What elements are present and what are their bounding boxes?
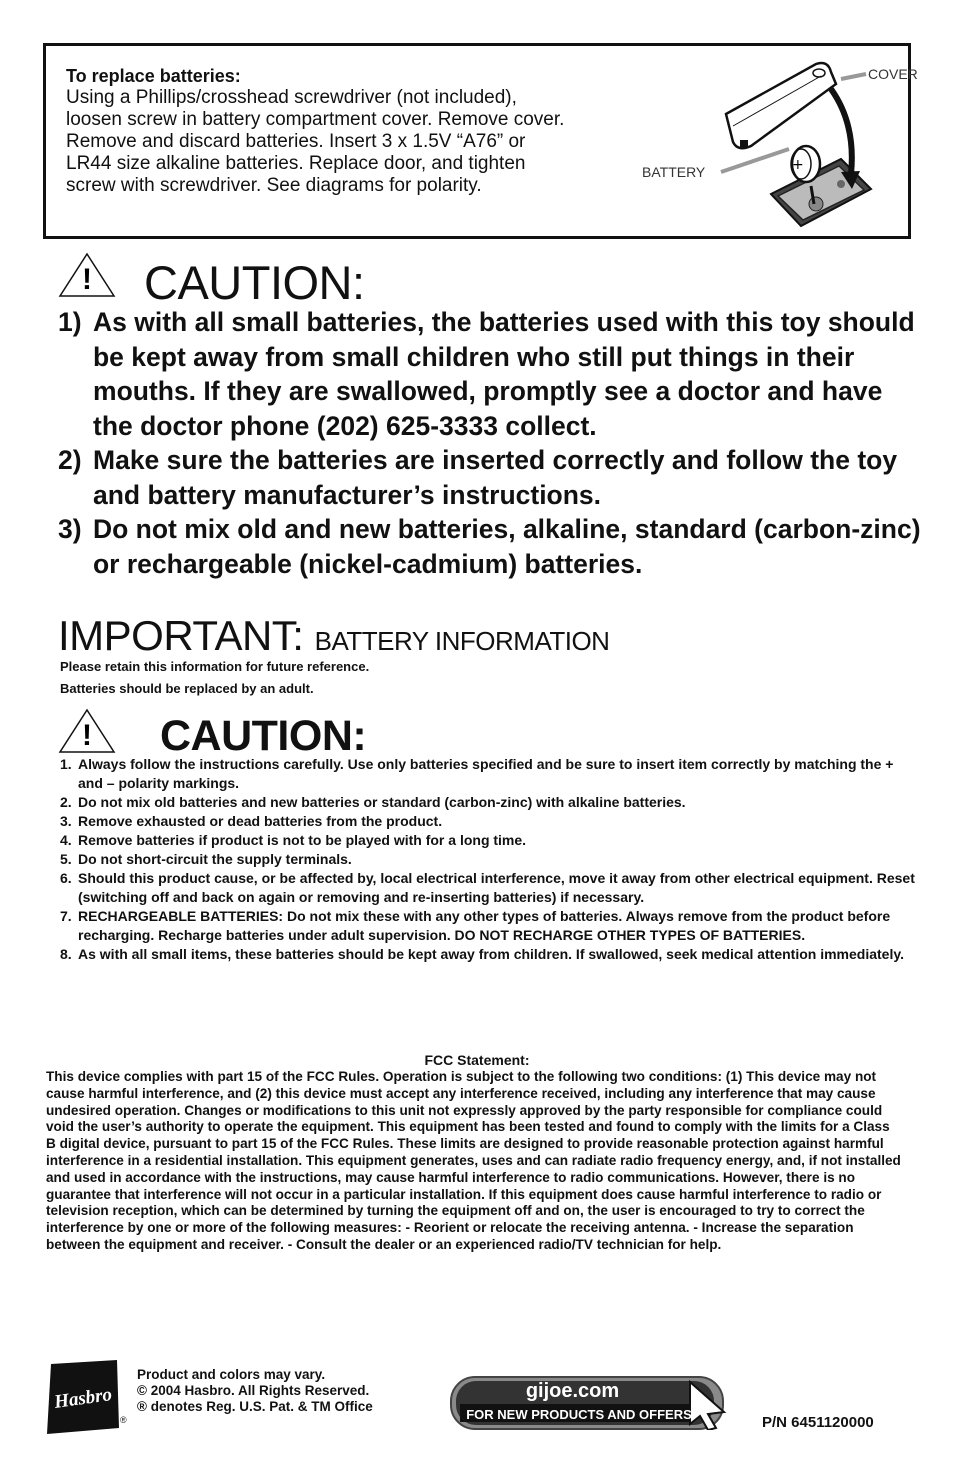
gijoe-offers-text: FOR NEW PRODUCTS AND OFFERS xyxy=(466,1407,692,1422)
list-item xyxy=(58,305,928,443)
gijoe-website-button[interactable] xyxy=(450,1376,728,1430)
important-heading xyxy=(58,612,609,665)
adult-note: Batteries should be replaced by an adult. xyxy=(60,681,314,696)
battery-box-title: To replace batteries: xyxy=(66,66,241,86)
caution-info-heading: CAUTION: xyxy=(160,712,367,760)
important-subheading: BATTERY INFORMATION xyxy=(314,626,610,656)
caution-heading: CAUTION: xyxy=(144,256,365,309)
battery-compartment-illustration xyxy=(596,54,896,239)
fcc-title: FCC Statement: xyxy=(424,1052,530,1068)
caution-info-list xyxy=(60,755,920,964)
diagram-label-battery: BATTERY xyxy=(642,164,706,180)
warning-triangle-icon xyxy=(58,708,116,754)
caution-main-list xyxy=(58,305,928,581)
list-item: 6. Should this product cause, or be affected by, local electrical interference, move it away from other electrical equipment. Reset (switching off and back on again or removing and re-inserting batteries) if necessary. xyxy=(60,870,915,905)
battery-diagram xyxy=(596,54,918,239)
list-item: 8. As with all small items, these batteries should be kept away from children. If swallowed, seek medical attention immediately. xyxy=(60,946,904,962)
list-item-number: 2) xyxy=(58,445,82,475)
hasbro-logo-text: Hasbro xyxy=(52,1384,114,1413)
list-item: 2. Do not mix old batteries and new batteries or standard (carbon-zinc) with alkaline batteries. xyxy=(60,794,686,810)
retain-note: Please retain this information for future reference. xyxy=(60,659,370,674)
diagram-label-cover: COVER xyxy=(868,66,918,82)
list-item-text: As with all small batteries, the batteries used with this toy should be kept away from small children who still put things in their mouths. If they are swallowed, promptly see a doctor and have the doctor phone (202) 625-3333 collect. xyxy=(93,307,915,441)
list-item: 3. Remove exhausted or dead batteries from the product. xyxy=(60,813,443,829)
important-label: IMPORTANT: xyxy=(58,612,304,659)
list-item-text: Do not mix old and new batteries, alkaline, standard (carbon-zinc) or rechargeable (nickel-cadmium) batteries. xyxy=(93,514,921,579)
list-item: 7. RECHARGEABLE BATTERIES: Do not mix these with any other types of batteries. Always remove from the product before recharging. Recharge batteries under adult supervision. DO NOT RECHARGE OTHER TYPES OF BATTERIES. xyxy=(60,908,891,943)
list-item-text: Make sure the batteries are inserted correctly and follow the toy and battery manufacturer’s instructions. xyxy=(93,445,898,510)
warning-triangle-icon xyxy=(58,252,116,298)
registered-mark: ® xyxy=(120,1415,127,1425)
list-item-number: 1) xyxy=(58,307,82,337)
fcc-body: This device complies with part 15 of the FCC Rules. Operation is subject to the following two conditions: (1) This device may not cause harmful interference, and (2) this device must accept any interference received, including any interference that may cause undesired operation. Changes or modifications to this unit not expressly approved by the party responsible for compliance could void the user’s authority to operate the equipment. This equipment has been tested and found to comply with the limits for a Class B digital device, pursuant to part 15 of the FCC Rules. These limits are designed to provide reasonable protection against harmful interference in a residential installation. This equipment generates, uses and can radiate radio frequency energy, and, if not installed and used in accordance with the instructions, may cause harmful interference to radio communications. However, there is no guarantee that interference will not occur in a particular installation. If this equipment does cause harmful interference to radio or television reception, which can be determined by turning the equipment off and on, the user is encouraged to try to correct the interference by one or more of the following measures: - Reorient or relocate the receiving antenna. - Increase the separation between the equipment and receiver. - Consult the dealer or an experienced radio/TV technician for help. xyxy=(46,1069,901,1252)
list-item: 5. Do not short-circuit the supply terminals. xyxy=(60,851,352,867)
list-item xyxy=(58,443,928,512)
list-item: 4. Remove batteries if product is not to be played with for a long time. xyxy=(60,832,527,848)
list-item: 1. Always follow the instructions carefully. Use only batteries specified and be sure to insert item correctly by matching the + and – polarity markings. xyxy=(60,756,894,791)
battery-box-body: Using a Phillips/crosshead screwdriver (not included), loosen screw in battery compartment cover. Remove cover. Remove and discard batteries. Insert 3 x 1.5V “A76” or LR44 size alkaline batteries. Replace door, and tighten screw with screwdriver. See diagrams for polarity. xyxy=(66,87,565,196)
footer-legal xyxy=(137,1367,373,1415)
gijoe-site-link[interactable]: gijoe.com xyxy=(525,1380,620,1402)
svg-text:+: + xyxy=(792,157,804,173)
footer-line: ® denotes Reg. U.S. Pat. & TM Office xyxy=(137,1399,373,1414)
footer-line: © 2004 Hasbro. All Rights Reserved. xyxy=(137,1383,370,1398)
part-number: P/N 6451120000 xyxy=(762,1414,874,1431)
footer-line: Product and colors may vary. xyxy=(137,1367,326,1382)
list-item xyxy=(58,512,928,581)
list-item-number: 3) xyxy=(58,514,82,544)
hasbro-logo xyxy=(43,1358,123,1438)
battery-instructions-box xyxy=(43,43,918,239)
warning-glyph: ! xyxy=(82,719,92,752)
warning-glyph: ! xyxy=(82,263,92,296)
